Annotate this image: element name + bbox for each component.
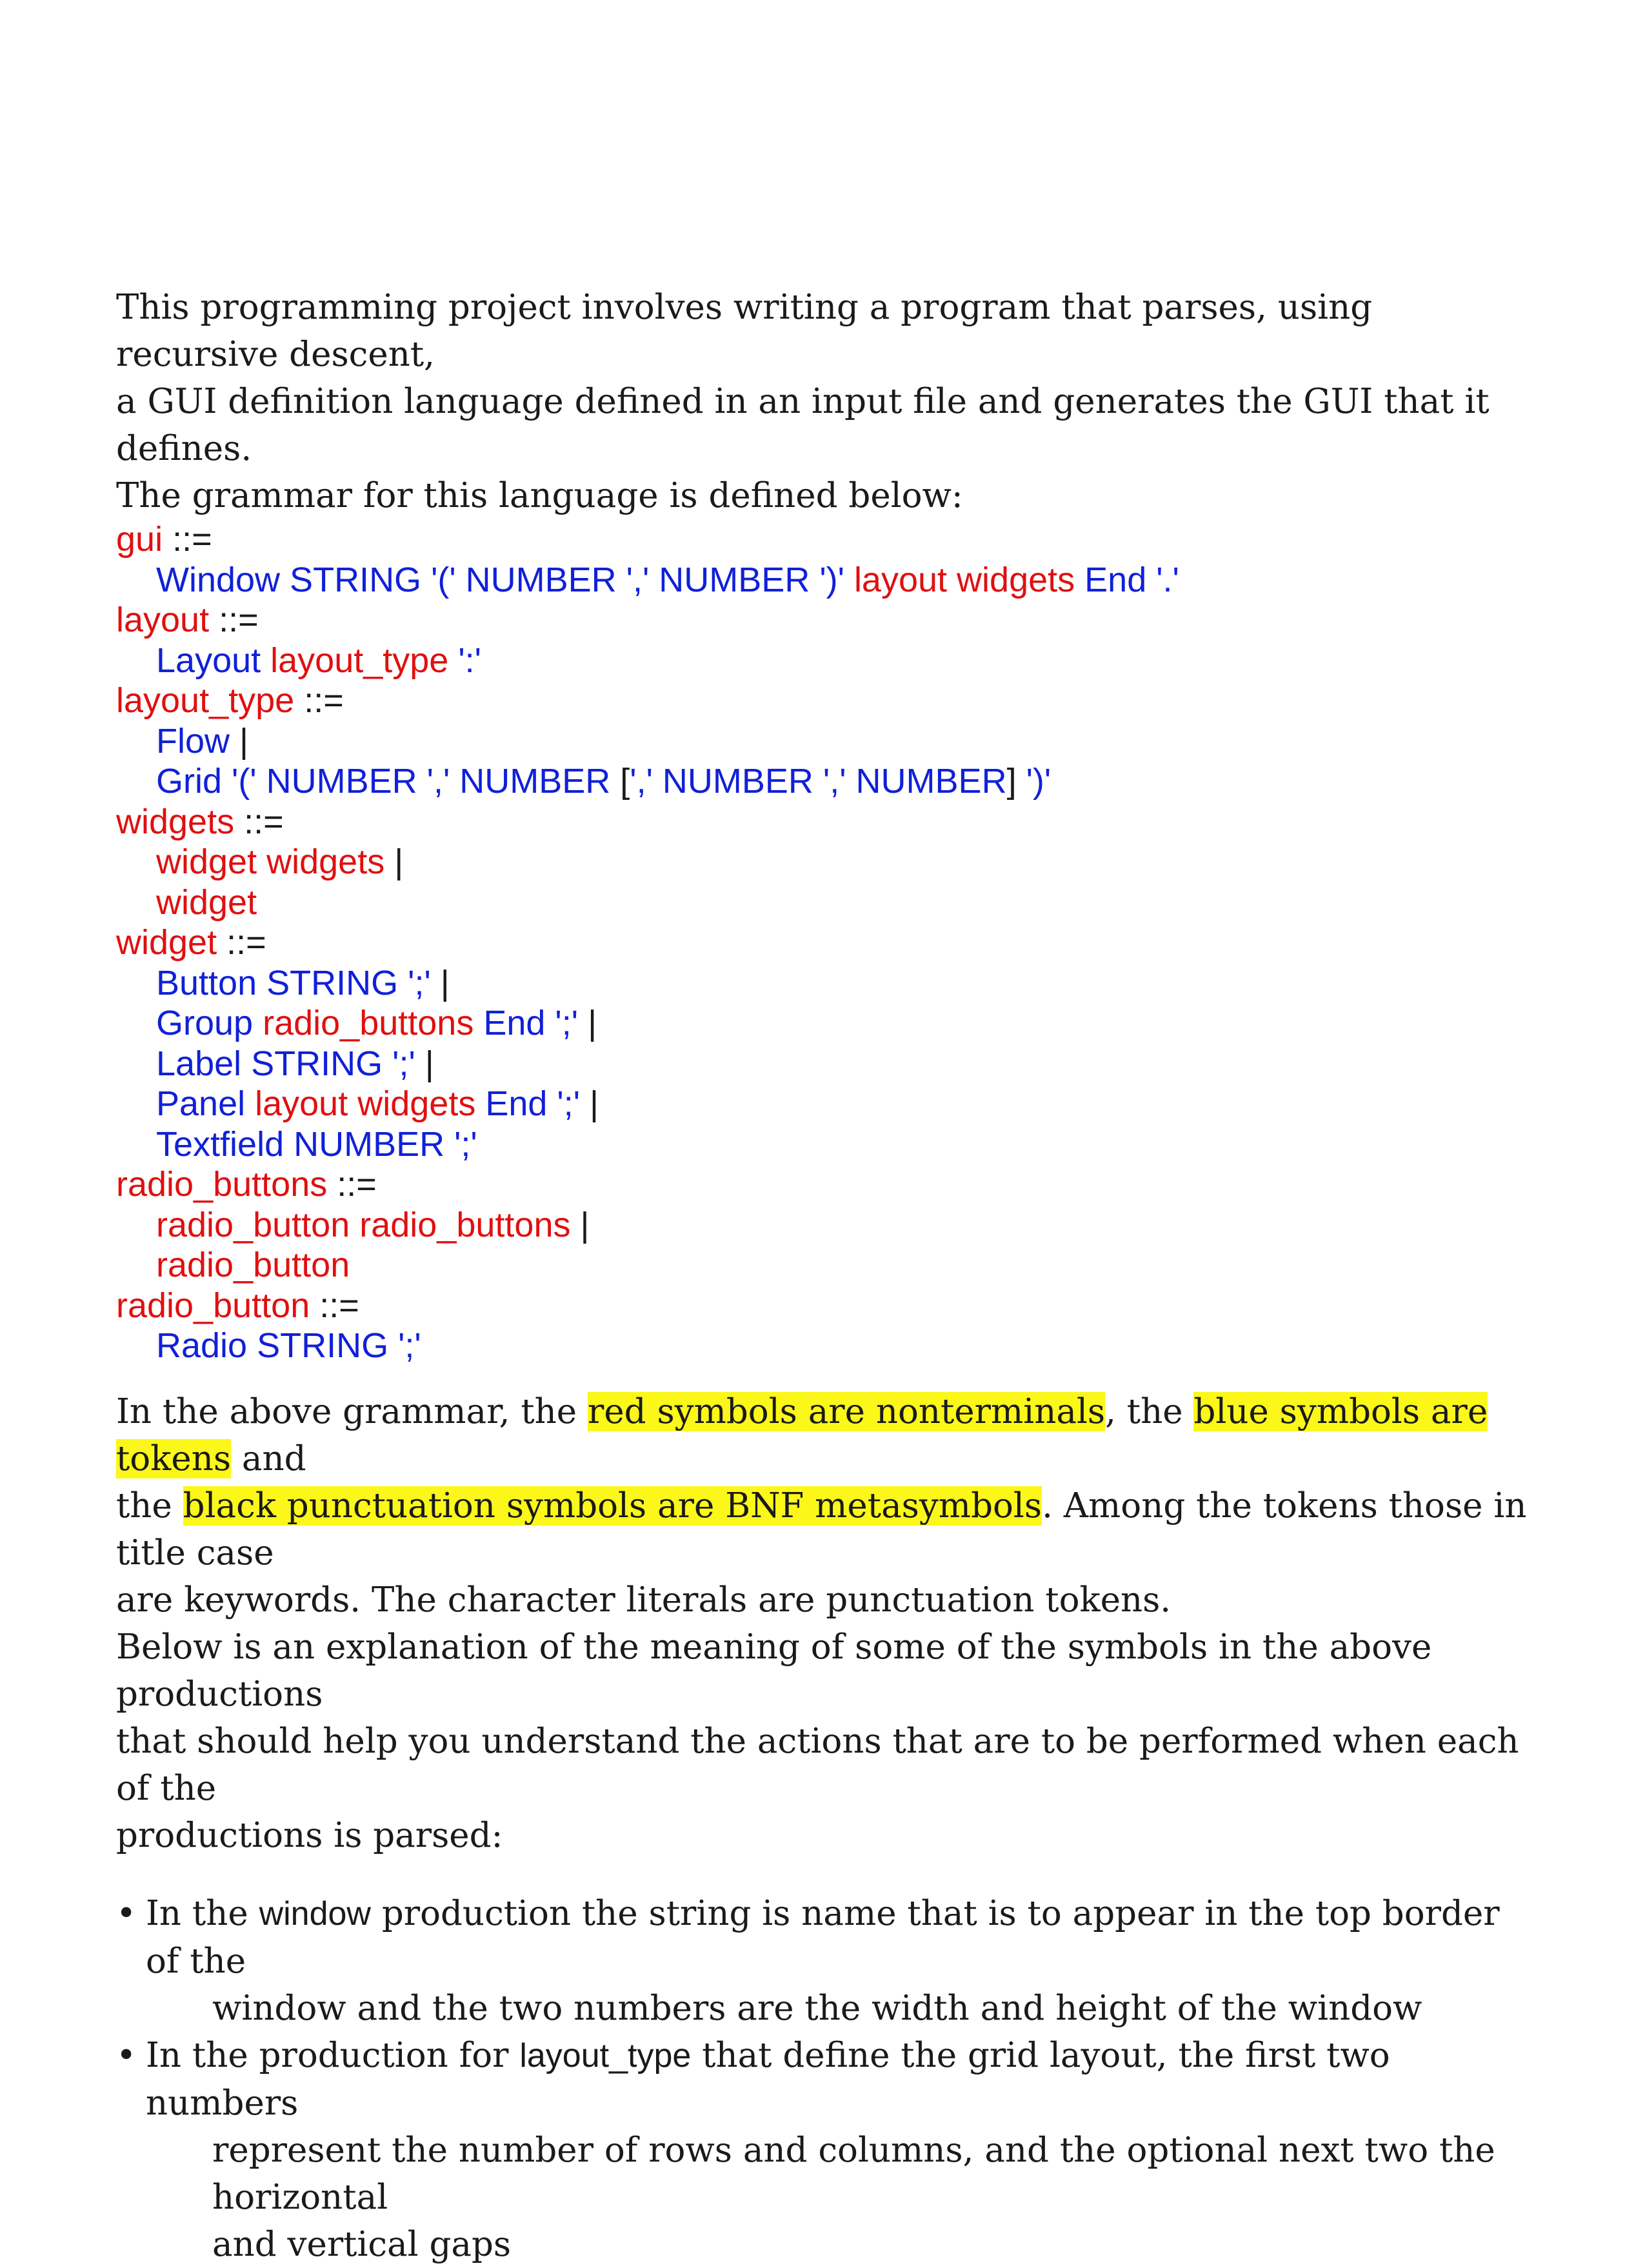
text: . Among the tokens those in title case — [116, 1486, 1527, 1573]
production — [116, 641, 1535, 681]
highlight: blue symbols are tokens — [116, 1391, 1488, 1478]
metasymbol: | — [394, 842, 404, 881]
nonterminal: widgets — [116, 802, 235, 841]
production — [116, 1205, 1535, 1246]
metasymbol: ::= — [217, 923, 266, 962]
tokens: ':' — [458, 641, 481, 680]
tokens: Panel — [156, 1084, 255, 1123]
metasymbol: | — [590, 1084, 599, 1123]
nonterminal: widget — [116, 923, 217, 962]
metasymbol: | — [440, 963, 450, 1002]
document-page — [116, 284, 1535, 2268]
code-term: layout_type — [519, 2036, 692, 2074]
explanation-line — [116, 1388, 1535, 1482]
nonterminal: radio_buttons — [263, 1004, 484, 1042]
highlight: black punctuation symbols are BNF metasymbols — [183, 1486, 1042, 1526]
text: and — [231, 1438, 306, 1478]
tokens: End '.' — [1084, 560, 1179, 599]
text: In the above grammar, the — [116, 1391, 588, 1431]
tokens: Group — [156, 1004, 263, 1042]
intro-line: a GUI definition language defined in an input file and generates the GUI that it defines. — [116, 382, 1490, 468]
nonterminal: gui — [116, 520, 163, 559]
nonterminal: widget — [156, 882, 257, 922]
tokens: Window STRING '(' NUMBER ',' NUMBER ')' — [156, 560, 854, 599]
metasymbol: ] — [1006, 762, 1026, 801]
metasymbol: | — [424, 1044, 434, 1083]
text: that define the grid layout, the first two numbers — [146, 2035, 1390, 2123]
metasymbol: ::= — [294, 681, 344, 720]
bullet-list — [116, 1890, 1535, 2268]
explanation-paragraph — [116, 1388, 1535, 1859]
nonterminal: layout_type — [116, 681, 295, 720]
continuation-line: represent the number of rows and columns, and the optional next two the horizontal — [212, 2130, 1495, 2217]
bullet-icon: • — [116, 1893, 137, 1933]
tokens: Flow — [156, 721, 240, 761]
metasymbol: | — [580, 1205, 590, 1244]
nonterminal: layout widgets — [255, 1084, 486, 1123]
metasymbol: | — [239, 721, 249, 761]
bullet-icon: • — [116, 2035, 137, 2075]
nonterminal: layout — [116, 601, 210, 639]
continuation-line: window and the two numbers are the width and height of the window — [212, 1988, 1422, 2028]
metasymbol: ::= — [310, 1286, 359, 1325]
explanation-line: productions is parsed: — [116, 1815, 503, 1855]
rule-gui — [116, 519, 1535, 560]
text: production the string is name that is to appear in the top border of the — [146, 1893, 1500, 1981]
intro-line: This programming project involves writing a program that parses, using recursive descent, — [116, 288, 1373, 374]
rule-radio-button — [116, 1286, 1535, 1326]
production — [116, 1245, 1535, 1286]
list-item — [116, 2032, 1535, 2268]
tokens: Grid '(' NUMBER ',' NUMBER — [156, 762, 621, 801]
code-term: window — [259, 1895, 371, 1933]
production — [116, 1044, 1535, 1084]
production — [116, 1003, 1535, 1044]
metasymbol: ::= — [163, 520, 212, 559]
rule-radio-buttons — [116, 1164, 1535, 1205]
tokens: Label STRING ';' — [156, 1044, 425, 1083]
tokens: Textfield NUMBER ';' — [156, 1124, 477, 1164]
nonterminal: radio_button radio_buttons — [156, 1205, 581, 1244]
explanation-line: Below is an explanation of the meaning of some of the symbols in the above productions — [116, 1627, 1432, 1714]
nonterminal: widget widgets — [156, 842, 395, 881]
tokens: End ';' — [483, 1004, 588, 1042]
text: In the production for — [146, 2035, 520, 2075]
text: the — [116, 1486, 183, 1526]
metasymbol: ::= — [209, 601, 259, 639]
nonterminal: radio_buttons — [116, 1165, 328, 1204]
text: , the — [1105, 1391, 1194, 1431]
tokens: ')' — [1026, 762, 1052, 801]
metasymbol: ::= — [327, 1165, 377, 1204]
production — [116, 842, 1535, 882]
rule-layout-type — [116, 681, 1535, 721]
list-item — [116, 1890, 1535, 2032]
rule-widget — [116, 922, 1535, 963]
production — [116, 761, 1535, 802]
highlight: red symbols are nonterminals — [587, 1391, 1106, 1431]
text: In the — [146, 1893, 259, 1933]
production — [116, 721, 1535, 762]
metasymbol: [ — [620, 762, 630, 801]
metasymbol: ::= — [234, 802, 284, 841]
production — [116, 1124, 1535, 1165]
nonterminal: layout_type — [270, 641, 459, 680]
nonterminal: radio_button — [156, 1246, 350, 1284]
rule-layout — [116, 600, 1535, 641]
production — [116, 1326, 1535, 1366]
nonterminal: radio_button — [116, 1286, 310, 1325]
rule-widgets — [116, 802, 1535, 842]
intro-line: The grammar for this language is defined below: — [116, 476, 963, 515]
tokens: Button STRING ';' — [156, 963, 441, 1002]
tokens: Layout — [156, 641, 271, 680]
tokens: ',' NUMBER ',' NUMBER — [630, 762, 1007, 801]
intro-paragraph — [116, 284, 1535, 519]
nonterminal: layout widgets — [853, 560, 1085, 599]
production — [116, 963, 1535, 1004]
explanation-line: are keywords. The character literals are punctuation tokens. — [116, 1580, 1171, 1620]
metasymbol: | — [588, 1004, 597, 1042]
tokens: Radio STRING ';' — [156, 1326, 421, 1365]
production — [116, 882, 1535, 923]
production — [116, 1084, 1535, 1124]
explanation-line: that should help you understand the actions that are to be performed when each of the — [116, 1721, 1519, 1808]
continuation-line: and vertical gaps — [212, 2224, 512, 2264]
tokens: End ';' — [485, 1084, 590, 1123]
grammar-block — [116, 519, 1535, 1366]
explanation-line — [116, 1482, 1535, 1577]
production — [116, 560, 1535, 601]
